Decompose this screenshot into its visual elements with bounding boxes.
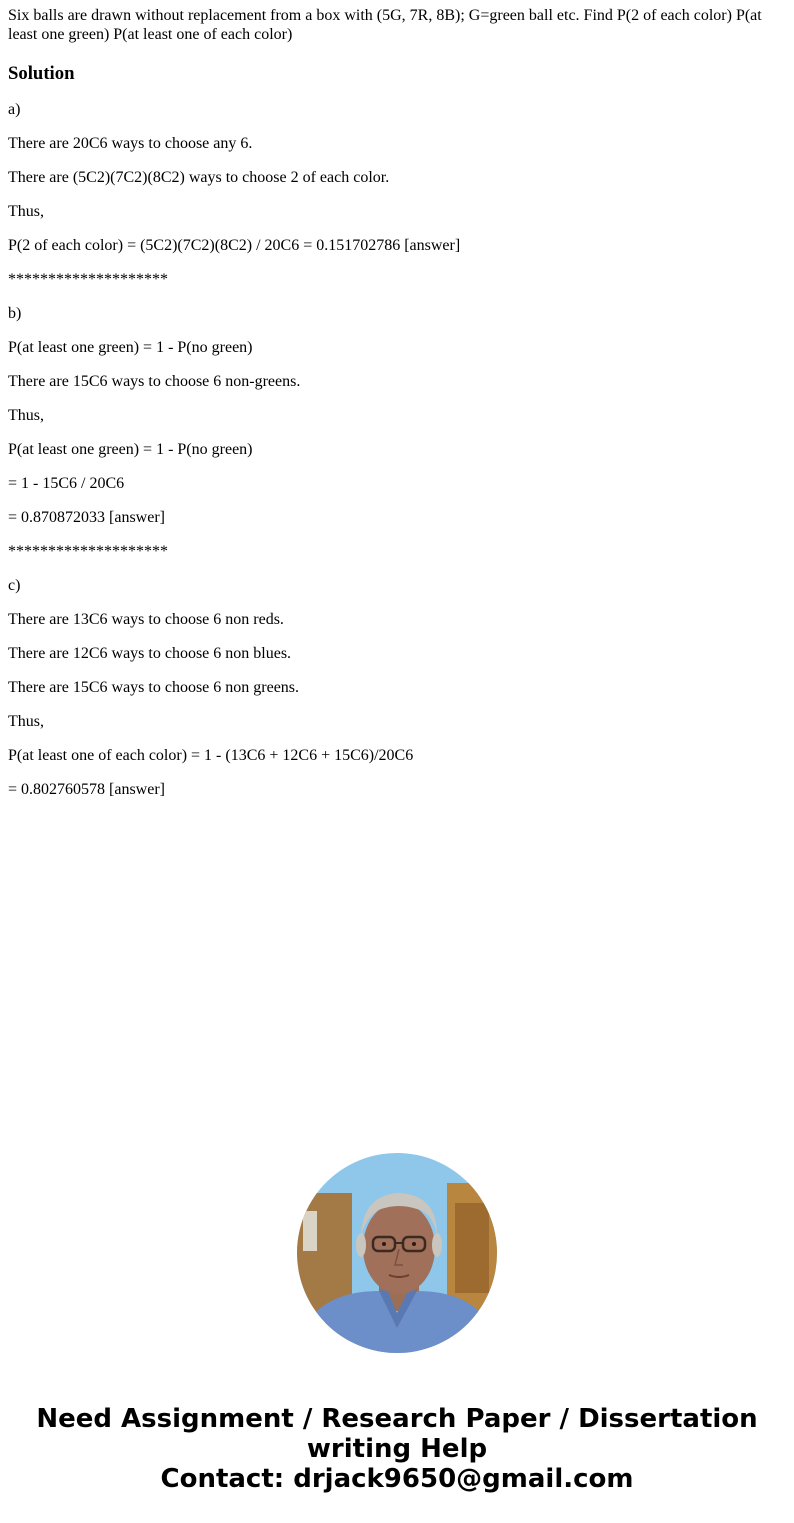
solution-line: There are 20C6 ways to choose any 6. [8,135,253,152]
solution-line: = 0.870872033 [answer] [8,509,165,526]
solution-line: There are (5C2)(7C2)(8C2) ways to choose 2 of each color. [8,169,390,186]
document-body [8,0,786,799]
promo-line-1: Need Assignment / Research Paper / Dissertation [36,1404,758,1434]
solution-line: Thus, [8,713,44,730]
solution-line: c) [8,577,21,594]
author-avatar [297,1153,497,1353]
separator-line: ******************** [8,271,168,288]
solution-line: = 0.802760578 [answer] [8,781,165,798]
solution-line: b) [8,305,22,322]
solution-line: P(at least one green) = 1 - P(no green) [8,441,253,458]
solution-line: Thus, [8,407,44,424]
promo-line-2: writing Help [306,1434,488,1464]
solution-line: P(2 of each color) = (5C2)(7C2)(8C2) / 20C6 = 0.151702786 [answer] [8,237,461,254]
contact-line: Contact: drjack9650@gmail.com [160,1464,634,1494]
solution-line: There are 12C6 ways to choose 6 non blues. [8,645,292,662]
solution-line: Thus, [8,203,44,220]
solution-line: a) [8,101,21,118]
solution-line: P(at least one of each color) = 1 - (13C6 + 12C6 + 15C6)/20C6 [8,747,414,764]
solution-line: There are 15C6 ways to choose 6 non greens. [8,679,300,696]
solution-body [8,101,786,799]
solution-line: There are 15C6 ways to choose 6 non-greens. [8,373,301,390]
solution-line: There are 13C6 ways to choose 6 non reds. [8,611,284,628]
promo-banner [0,1404,794,1494]
solution-line: = 1 - 15C6 / 20C6 [8,475,125,492]
solution-heading: Solution [8,63,75,84]
separator-line: ******************** [8,543,168,560]
author-portrait-image [297,1153,497,1353]
solution-line: P(at least one green) = 1 - P(no green) [8,339,253,356]
question-text: Six balls are drawn without replacement from a box with (5G, 7R, 8B); G=green ball etc. Find P(2 of each color) P(at least one green) P(at least one of each color) [8,7,762,43]
